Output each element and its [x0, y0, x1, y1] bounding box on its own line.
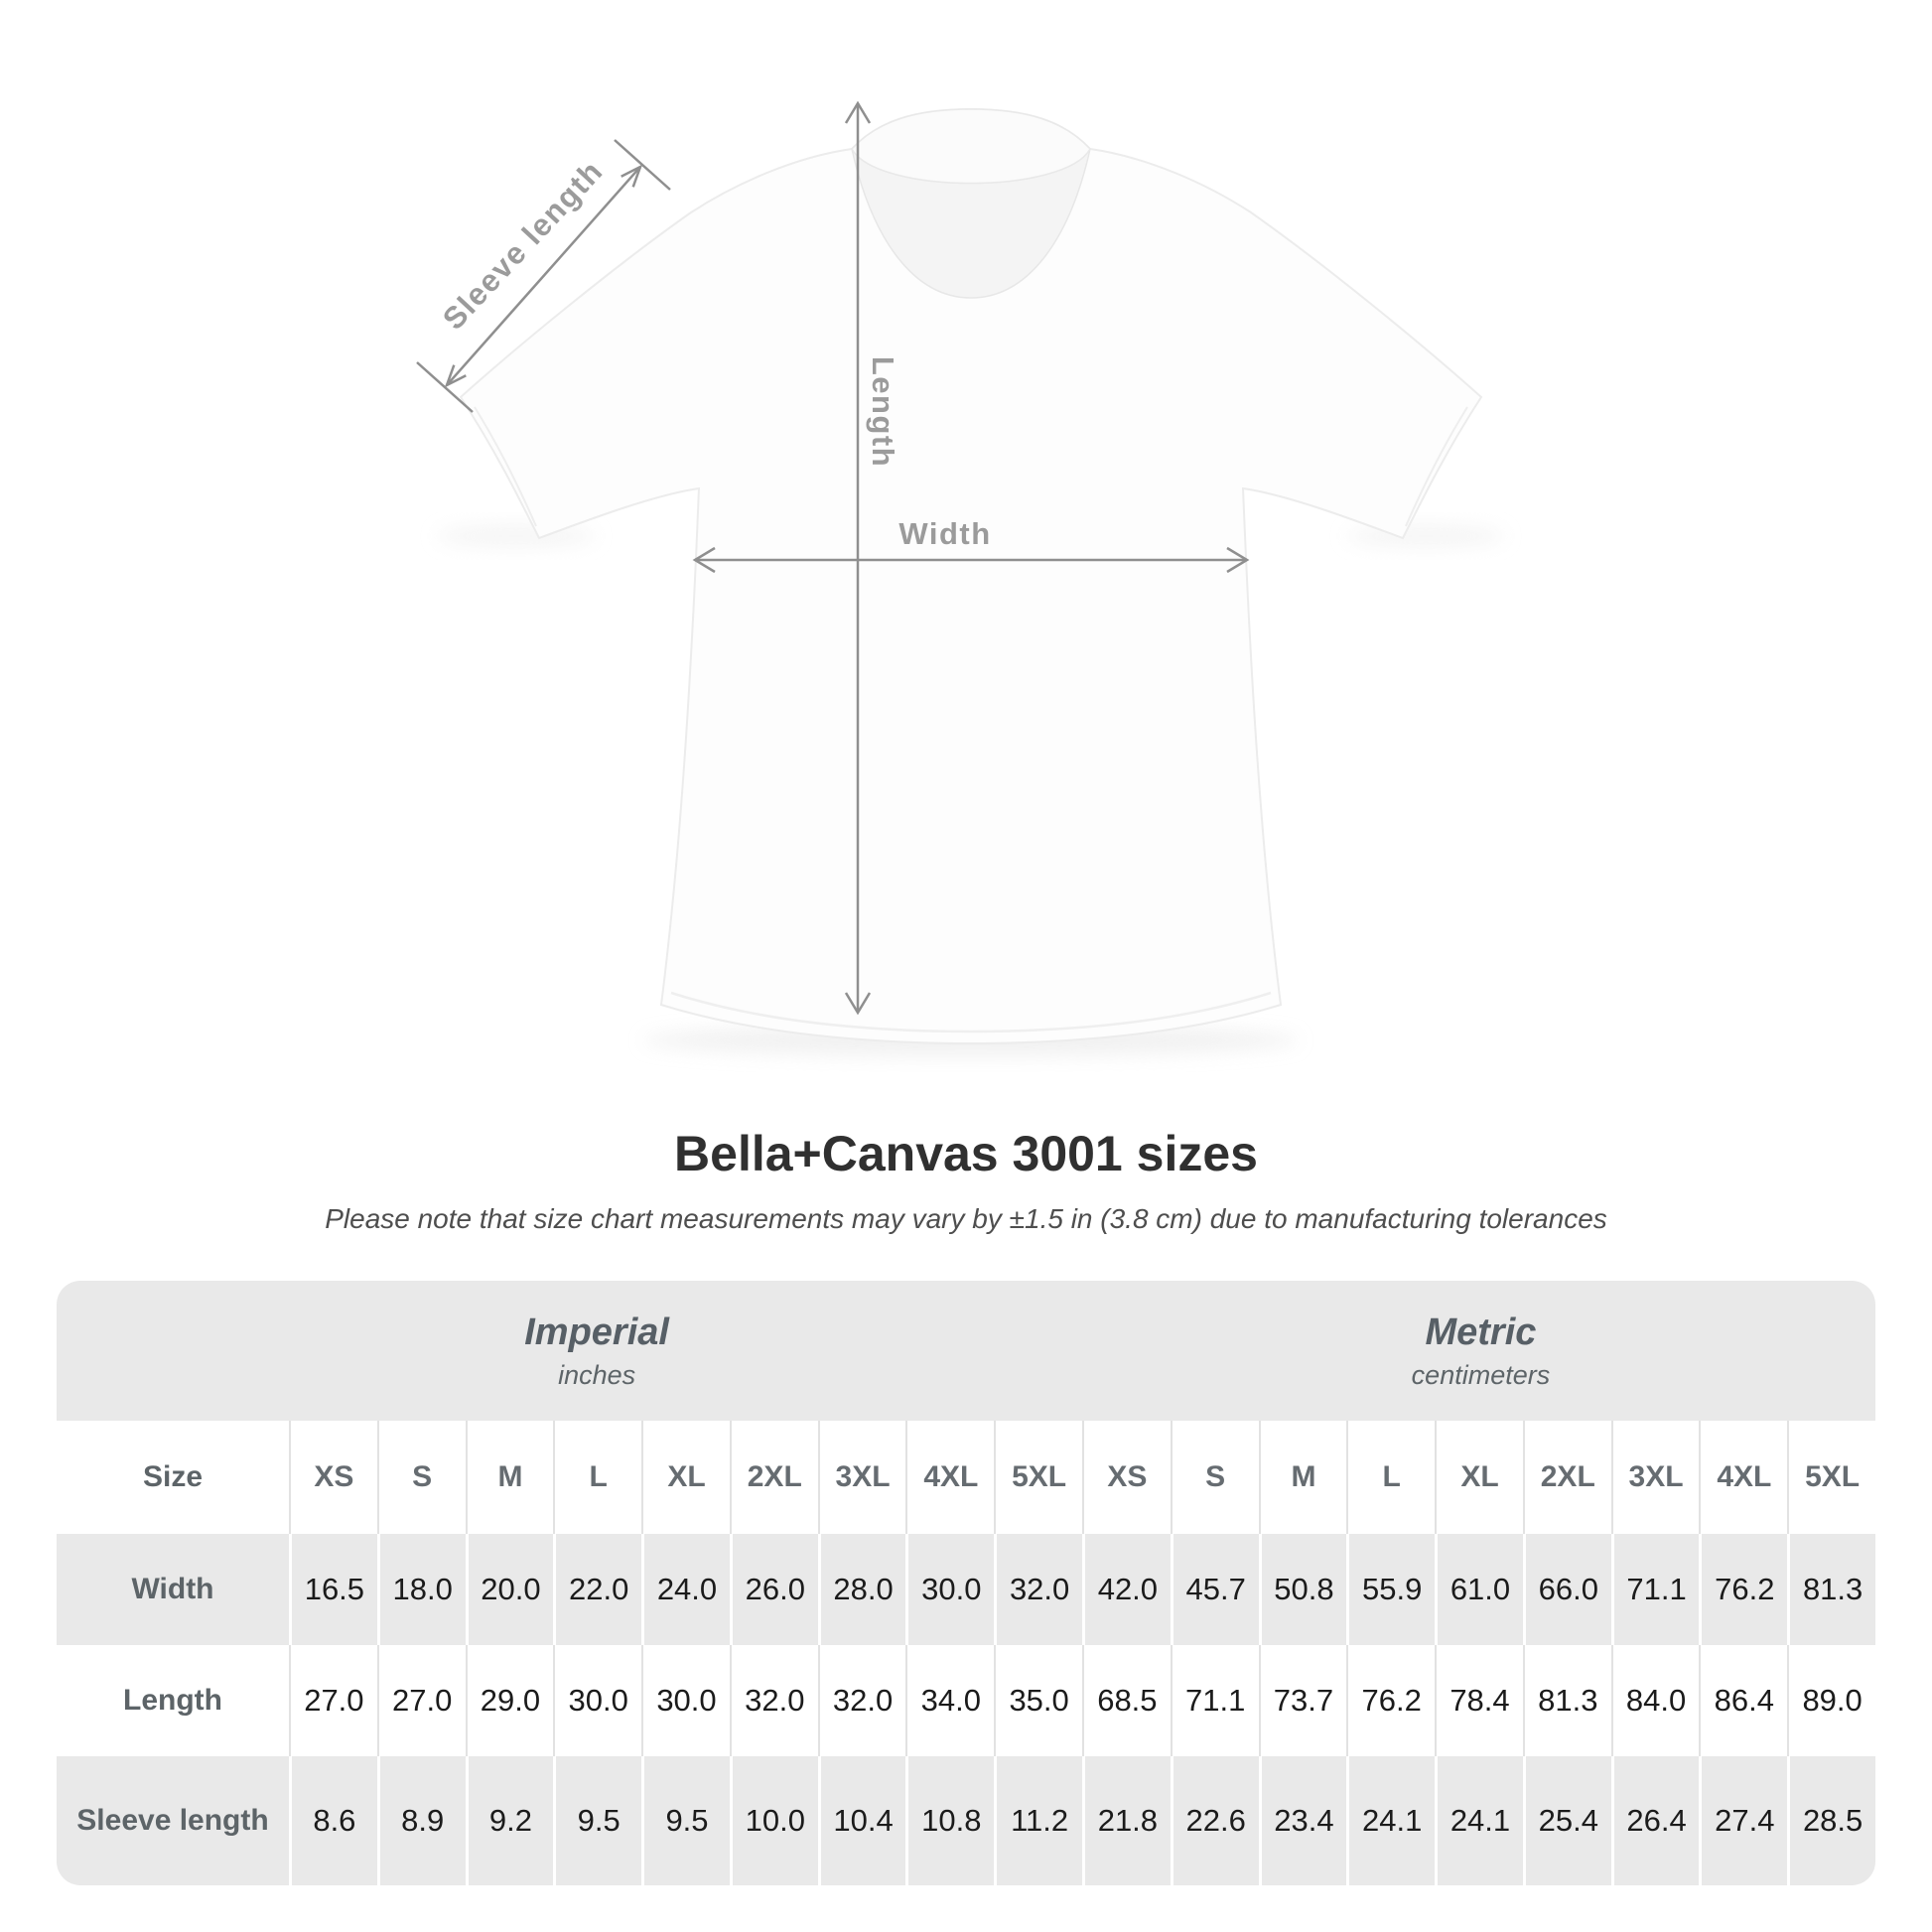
- metric-unit-label: centimeters: [1411, 1359, 1551, 1390]
- value-cell-imperial: 32.0: [818, 1645, 906, 1756]
- table-rows: [57, 1534, 1875, 1885]
- sleeve-length-label: Sleeve length: [436, 153, 611, 337]
- size-header-imperial-4xl: 4XL: [905, 1421, 994, 1534]
- value-cell-metric: 68.5: [1082, 1645, 1171, 1756]
- value-cell-imperial: 18.0: [377, 1534, 466, 1645]
- value-cell-metric: 86.4: [1699, 1645, 1787, 1756]
- value-cell-imperial: 30.0: [905, 1534, 994, 1645]
- size-header-row: [57, 1421, 1875, 1534]
- size-header-imperial-xl: XL: [641, 1421, 730, 1534]
- collar-band: [852, 109, 1090, 184]
- value-cell-metric: 22.6: [1171, 1756, 1259, 1885]
- size-header-imperial-m: M: [466, 1421, 554, 1534]
- value-cell-metric: 76.2: [1699, 1534, 1787, 1645]
- value-cell-imperial: 9.5: [641, 1756, 730, 1885]
- value-cell-imperial: 32.0: [994, 1534, 1082, 1645]
- size-header-metric-2xl: 2XL: [1523, 1421, 1611, 1534]
- value-cell-imperial: 34.0: [905, 1645, 994, 1756]
- value-cell-metric: 23.4: [1259, 1756, 1347, 1885]
- value-cell-imperial: 32.0: [730, 1645, 818, 1756]
- row-label: Width: [131, 1573, 214, 1605]
- value-cell-metric: 76.2: [1346, 1645, 1435, 1756]
- size-header-imperial-5xl: 5XL: [994, 1421, 1082, 1534]
- size-column-header: Size: [142, 1460, 204, 1493]
- value-cell-imperial: 11.2: [994, 1756, 1082, 1885]
- page-title: Bella+Canvas 3001 sizes: [674, 1126, 1258, 1181]
- size-header-metric-3xl: 3XL: [1611, 1421, 1700, 1534]
- value-cell-metric: 78.4: [1435, 1645, 1523, 1756]
- size-header-imperial-l: L: [553, 1421, 641, 1534]
- size-header-imperial-xs: XS: [289, 1421, 377, 1534]
- value-cell-imperial: 10.4: [818, 1756, 906, 1885]
- length-label: Length: [866, 355, 900, 469]
- value-cell-imperial: 10.0: [730, 1756, 818, 1885]
- tolerance-note: Please note that size chart measurements may vary by ±1.5 in (3.8 cm) due to manufacturing tolerances: [325, 1203, 1607, 1234]
- value-cell-metric: 84.0: [1611, 1645, 1700, 1756]
- row-label: Sleeve length: [76, 1804, 269, 1837]
- size-header-imperial-s: S: [377, 1421, 466, 1534]
- imperial-label: Imperial: [524, 1311, 669, 1353]
- size-header-metric-4xl: 4XL: [1699, 1421, 1787, 1534]
- value-cell-metric: 24.1: [1346, 1756, 1435, 1885]
- sleeve-shadow-left: [437, 524, 596, 548]
- value-cell-imperial: 26.0: [730, 1534, 818, 1645]
- value-cell-imperial: 30.0: [641, 1645, 730, 1756]
- value-cell-imperial: 28.0: [818, 1534, 906, 1645]
- value-cell-metric: 81.3: [1523, 1645, 1611, 1756]
- value-cell-imperial: 27.0: [289, 1645, 377, 1756]
- unit-group-band: [57, 1281, 1875, 1421]
- size-header-imperial-3xl: 3XL: [818, 1421, 906, 1534]
- table-row-width: [57, 1534, 1875, 1645]
- value-cell-imperial: 27.0: [377, 1645, 466, 1756]
- value-cell-imperial: 24.0: [641, 1534, 730, 1645]
- value-cell-imperial: 8.6: [289, 1756, 377, 1885]
- value-cell-metric: 55.9: [1346, 1534, 1435, 1645]
- value-cell-imperial: 10.8: [905, 1756, 994, 1885]
- table-row-length: [57, 1645, 1875, 1756]
- value-cell-metric: 24.1: [1435, 1756, 1523, 1885]
- value-cell-metric: 50.8: [1259, 1534, 1347, 1645]
- value-cell-metric: 45.7: [1171, 1534, 1259, 1645]
- size-header-metric-xl: XL: [1435, 1421, 1523, 1534]
- value-cell-imperial: 22.0: [553, 1534, 641, 1645]
- value-cell-metric: 81.3: [1787, 1534, 1875, 1645]
- width-label: Width: [898, 516, 992, 551]
- size-header-metric-s: S: [1171, 1421, 1259, 1534]
- value-cell-imperial: 16.5: [289, 1534, 377, 1645]
- value-cell-metric: 89.0: [1787, 1645, 1875, 1756]
- value-cell-imperial: 20.0: [466, 1534, 554, 1645]
- value-cell-metric: 66.0: [1523, 1534, 1611, 1645]
- value-cell-metric: 61.0: [1435, 1534, 1523, 1645]
- size-header-metric-m: M: [1259, 1421, 1347, 1534]
- metric-group-header: [1412, 1312, 1551, 1390]
- value-cell-metric: 25.4: [1523, 1756, 1611, 1885]
- value-cell-imperial: 9.5: [553, 1756, 641, 1885]
- size-header-metric-l: L: [1346, 1421, 1435, 1534]
- imperial-unit-label: inches: [558, 1359, 636, 1390]
- value-cell-imperial: 29.0: [466, 1645, 554, 1756]
- size-header-metric-5xl: 5XL: [1787, 1421, 1875, 1534]
- value-cell-metric: 26.4: [1611, 1756, 1700, 1885]
- value-cell-metric: 71.1: [1611, 1534, 1700, 1645]
- value-cell-metric: 21.8: [1082, 1756, 1171, 1885]
- size-header-imperial-2xl: 2XL: [730, 1421, 818, 1534]
- value-cell-metric: 42.0: [1082, 1534, 1171, 1645]
- value-cell-imperial: 35.0: [994, 1645, 1082, 1756]
- table-row-sleeve-length: [57, 1756, 1875, 1885]
- metric-label: Metric: [1425, 1311, 1537, 1353]
- value-cell-imperial: 8.9: [377, 1756, 466, 1885]
- size-header-metric-xs: XS: [1082, 1421, 1171, 1534]
- value-cell-metric: 28.5: [1787, 1756, 1875, 1885]
- value-cell-metric: 71.1: [1171, 1645, 1259, 1756]
- size-table: [57, 1281, 1875, 1885]
- value-cell-metric: 27.4: [1699, 1756, 1787, 1885]
- value-cell-imperial: 9.2: [466, 1756, 554, 1885]
- value-cell-imperial: 30.0: [553, 1645, 641, 1756]
- row-label: Length: [123, 1684, 222, 1717]
- value-cell-metric: 73.7: [1259, 1645, 1347, 1756]
- imperial-group-header: [524, 1312, 669, 1390]
- sleeve-shadow-right: [1346, 524, 1505, 548]
